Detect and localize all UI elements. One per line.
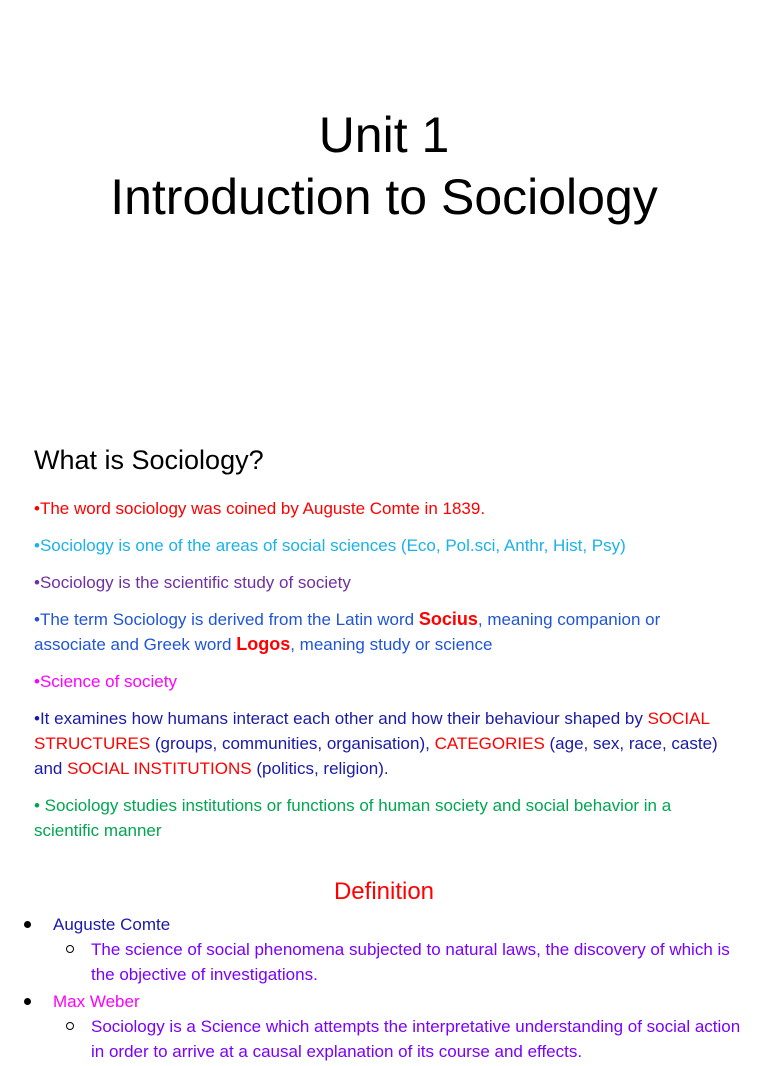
term-categories: CATEGORIES [434,734,545,753]
bullet-coined: •The word sociology was coined by Auguste Comte in 1839. [34,499,486,518]
definition-heading: Definition [333,878,435,905]
derivation-text-2: , meaning companion or associate and Greek word [34,610,661,654]
page-title [0,104,768,228]
bullet-science-of-society: •Science of society [34,672,177,691]
bullet-examines [34,706,734,781]
title-line-topic: Introduction to Sociology [110,169,658,225]
definition-author-comte [20,912,750,937]
bullet-dot-icon [24,921,31,928]
examines-text-4: (politics, religion). [251,759,389,778]
definition-text-weber [20,1014,750,1064]
definition-text: Sociology is a Science which attempts the interpretative understanding of social action in order to arrive at a causal explanation of its course and effects. [91,1017,741,1061]
definition-list [20,912,750,1066]
term-social-structures: SOCIAL STRUCTURES [34,709,710,753]
bullet-list [34,496,734,855]
author-name: Max Weber [53,992,140,1011]
author-name: Auguste Comte [53,915,171,934]
term-socius: Socius [418,609,478,629]
bullet-studies-institutions: • Sociology studies institutions or functions of human society and social behavior in a scientific manner [34,796,672,840]
bullet-social-sciences: •Sociology is one of the areas of social sciences (Eco, Pol.sci, Anthr, Hist, Psy) [34,536,626,555]
term-logos: Logos [236,634,291,654]
definition-text: The science of social phenomena subjected to natural laws, the discovery of which is the objective of investigations. [91,940,730,984]
examines-text-2: (groups, communities, organisation), [150,734,435,753]
bullet-ring-icon [66,945,74,953]
examines-text-1: •It examines how humans interact each other and how their behaviour shaped by [34,709,648,728]
bullet-ring-icon [66,1022,74,1030]
section-heading: What is Sociology? [34,445,264,475]
term-social-institutions: SOCIAL INSTITUTIONS [67,759,252,778]
bullet-derivation [34,607,734,657]
examines-text-3: (age, sex, race, caste) and [34,734,718,778]
bullet-dot-icon [24,998,31,1005]
definition-text-comte [20,937,750,987]
derivation-text-1: •The term Sociology is derived from the Latin word [34,610,419,629]
bullet-scientific-study: •Sociology is the scientific study of society [34,573,351,592]
definition-author-weber [20,989,750,1014]
derivation-text-3: , meaning study or science [290,635,493,654]
title-line-unit: Unit 1 [318,107,450,163]
